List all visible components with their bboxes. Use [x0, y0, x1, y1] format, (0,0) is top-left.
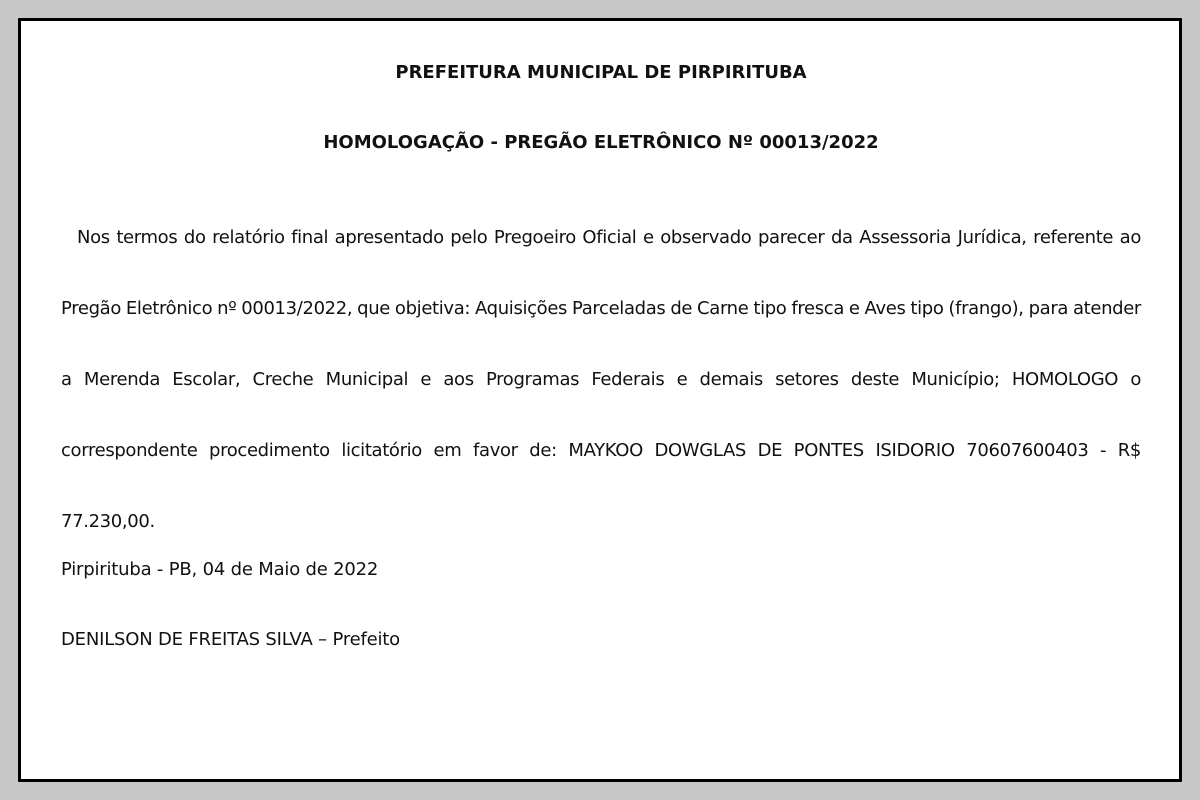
act-title: HOMOLOGAÇÃO - PREGÃO ELETRÔNICO Nº 00013/2022: [323, 132, 879, 153]
place-date: Pirpirituba - PB, 04 de Maio de 2022: [61, 559, 379, 580]
body-paragraph: Nos termos do relatório final apresentado pelo Pregoeiro Oficial e observado parecer da Assessoria Jurídica, referente ao Pregão Eletrônico nº 00013/2022, que objetiva: Aquisições Parceladas de Carne tipo fresca e Aves tipo (frango), para atender a Merenda Escolar, Creche Municipal e aos Programas Federais e demais setores deste Município; HOMOLOGO o correspondente procedimento licitatório em favor de: MAYKOO DOWGLAS DE PONTES ISIDORIO 70607600403 - R$ 77.230,00.: [61, 227, 1141, 532]
header-title: PREFEITURA MUNICIPAL DE PIRPIRITUBA: [395, 62, 807, 83]
document-sheet: [18, 18, 1182, 782]
signature: DENILSON DE FREITAS SILVA – Prefeito: [61, 629, 400, 650]
